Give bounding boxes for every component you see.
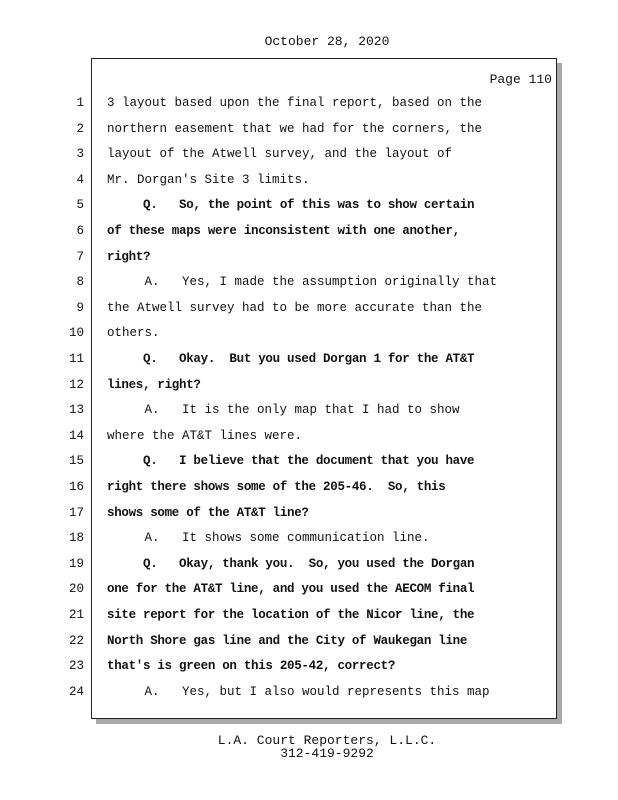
- line-number: 1: [76, 96, 84, 110]
- line-number: 4: [76, 172, 84, 187]
- transcript-line: [0, 685, 560, 705]
- transcript-line: [0, 147, 560, 167]
- line-text: lines, right?: [107, 377, 201, 392]
- line-text: where the AT&T lines were.: [107, 428, 303, 443]
- line-text: right there shows some of the 205-46. So, this: [107, 480, 446, 494]
- transcript-line: [0, 506, 560, 526]
- line-number: 14: [68, 428, 84, 443]
- transcript-line: [0, 224, 560, 244]
- transcript-line: [0, 122, 560, 142]
- transcript-line: [0, 96, 560, 116]
- line-text: layout of the Atwell survey, and the layout of: [107, 147, 453, 162]
- line-number: 12: [68, 377, 84, 392]
- transcript-line: [0, 480, 560, 500]
- transcript-line: [0, 429, 560, 449]
- line-text: one for the AT&T line, and you used the AECOM final: [107, 582, 475, 597]
- line-text: A. It is the only map that I had to show: [107, 403, 460, 418]
- line-number: 20: [68, 582, 84, 597]
- line-number: 3: [76, 147, 84, 162]
- line-text: right?: [107, 249, 151, 264]
- line-number: 18: [68, 531, 84, 546]
- line-text: Q. Okay, thank you. So, you used the Dorgan: [107, 556, 475, 571]
- transcript-line: [0, 250, 560, 270]
- line-number: 5: [76, 198, 84, 213]
- transcript-line: [0, 634, 560, 654]
- transcript-line: [0, 198, 560, 218]
- line-number: 17: [68, 505, 84, 520]
- transcript-line: [0, 659, 560, 679]
- page-number: Page 110: [489, 72, 552, 87]
- transcript-line: [0, 582, 560, 602]
- transcript-line: [0, 301, 560, 321]
- transcript-line: [0, 378, 560, 398]
- line-text: the Atwell survey had to be more accurate than the: [107, 300, 483, 315]
- line-text: A. Yes, I made the assumption originally that: [107, 275, 498, 290]
- footer-company: L.A. Court Reporters, L.L.C.: [217, 733, 437, 748]
- line-text: North Shore gas line and the City of Waukegan line: [107, 633, 468, 648]
- line-text: A. It shows some communication line.: [107, 531, 430, 546]
- line-number: 8: [76, 275, 84, 290]
- line-text: Mr. Dorgan's Site 3 limits.: [107, 172, 310, 187]
- transcript-line: [0, 326, 560, 346]
- line-text: of these maps were inconsistent with one another,: [107, 224, 460, 238]
- transcript-line: [0, 352, 560, 372]
- line-number: 2: [76, 121, 84, 136]
- transcript-line: [0, 275, 560, 295]
- transcript-line: [0, 173, 560, 193]
- footer-phone: 312-419-9292: [280, 746, 374, 761]
- line-number: 10: [68, 326, 84, 341]
- line-number: 9: [76, 300, 84, 315]
- line-number: 22: [68, 633, 84, 648]
- line-text: that's is green on this 205-42, correct?: [107, 659, 396, 674]
- line-text: Q. I believe that the document that you have: [107, 454, 475, 469]
- line-number: 24: [68, 684, 84, 699]
- line-text: 3 layout based upon the final report, based on the: [107, 96, 483, 110]
- line-text: site report for the location of the Nicor line, the: [107, 608, 475, 622]
- line-number: 19: [68, 556, 84, 571]
- transcript-line: [0, 403, 560, 423]
- line-number: 16: [68, 480, 84, 494]
- line-text: Q. So, the point of this was to show certain: [107, 198, 475, 213]
- line-text: Q. Okay. But you used Dorgan 1 for the AT&T: [107, 352, 475, 366]
- line-number: 23: [68, 659, 84, 674]
- line-number: 11: [68, 352, 84, 366]
- line-text: others.: [107, 326, 160, 341]
- transcript-line: [0, 557, 560, 577]
- line-number: 6: [76, 224, 84, 238]
- line-number: 15: [68, 454, 84, 469]
- transcript-line: [0, 608, 560, 628]
- transcript-date: October 28, 2020: [264, 34, 390, 49]
- line-number: 7: [76, 249, 84, 264]
- line-text: A. Yes, but I also would represents this map: [107, 684, 490, 699]
- line-text: shows some of the AT&T line?: [107, 505, 309, 520]
- transcript-line: [0, 454, 560, 474]
- transcript-line: [0, 531, 560, 551]
- line-number: 13: [68, 403, 84, 418]
- line-number: 21: [68, 608, 84, 622]
- line-text: northern easement that we had for the corners, the: [107, 121, 483, 136]
